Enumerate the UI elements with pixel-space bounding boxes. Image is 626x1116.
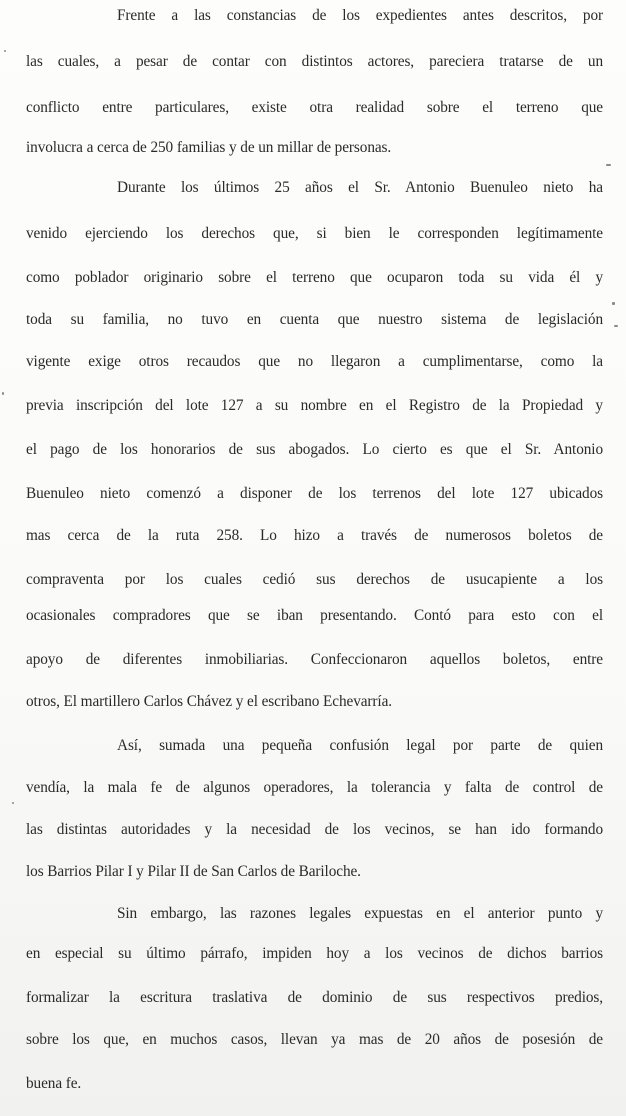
text-line: buena fe. xyxy=(26,1075,82,1092)
scan-speck xyxy=(4,50,6,52)
text-line: vigente exige otros recaudos que no llegaron a cumplimentarse, como la xyxy=(26,353,603,370)
text-line: otros, El martillero Carlos Chávez y el escribano Echevarría. xyxy=(26,693,392,710)
scan-speck xyxy=(2,392,4,395)
text-line: previa inscripción del lote 127 a su nombre en el Registro de la Propiedad y xyxy=(26,397,603,414)
scan-speck xyxy=(606,164,611,166)
scan-speck xyxy=(12,802,14,804)
text-line: Buenuleo nieto comenzó a disponer de los terrenos del lote 127 ubicados xyxy=(26,485,603,502)
text-line: toda su familia, no tuvo en cuenta que nuestro sistema de legislación xyxy=(26,311,603,328)
text-line: las cuales, a pesar de contar con distintos actores, pareciera tratarse de un xyxy=(26,53,603,70)
text-line: vendía, la mala fe de algunos operadores, la tolerancia y falta de control de xyxy=(26,779,603,796)
text-line: apoyo de diferentes inmobiliarias. Confeccionaron aquellos boletos, entre xyxy=(26,651,603,668)
text-line: el pago de los honorarios de sus abogados. Lo cierto es que el Sr. Antonio xyxy=(26,441,603,458)
scan-speck xyxy=(612,302,615,305)
text-line: en especial su último párrafo, impiden hoy a los vecinos de dichos barrios xyxy=(26,945,603,962)
text-line: Así, sumada una pequeña confusión legal por parte de quien xyxy=(117,737,603,754)
scan-speck xyxy=(614,325,618,327)
text-line: conflicto entre particulares, existe otra realidad sobre el terreno que xyxy=(26,99,603,116)
text-line: como poblador originario sobre el terreno que ocuparon toda su vida él y xyxy=(26,269,603,286)
text-line: involucra a cerca de 250 familias y de un millar de personas. xyxy=(26,139,392,156)
text-line: sobre los que, en muchos casos, llevan ya mas de 20 años de posesión de xyxy=(26,1031,603,1048)
text-line: formalizar la escritura traslativa de dominio de sus respectivos predios, xyxy=(26,989,603,1006)
text-line: compraventa por los cuales cedió sus derechos de usucapiente a los xyxy=(26,571,603,588)
text-line: los Barrios Pilar I y Pilar II de San Carlos de Bariloche. xyxy=(26,863,361,880)
text-line: mas cerca de la ruta 258. Lo hizo a través de numerosos boletos de xyxy=(26,527,603,544)
text-line: las distintas autoridades y la necesidad de los vecinos, se han ido formando xyxy=(26,821,603,838)
text-line: Sin embargo, las razones legales expuestas en el anterior punto y xyxy=(117,905,603,922)
text-line: Durante los últimos 25 años el Sr. Antonio Buenuleo nieto ha xyxy=(117,179,603,196)
text-line: ocasionales compradores que se iban presentando. Contó para esto con el xyxy=(26,607,603,624)
text-line: venido ejerciendo los derechos que, si bien le corresponden legítimamente xyxy=(26,225,603,242)
text-line: Frente a las constancias de los expedientes antes descritos, por xyxy=(117,7,603,24)
